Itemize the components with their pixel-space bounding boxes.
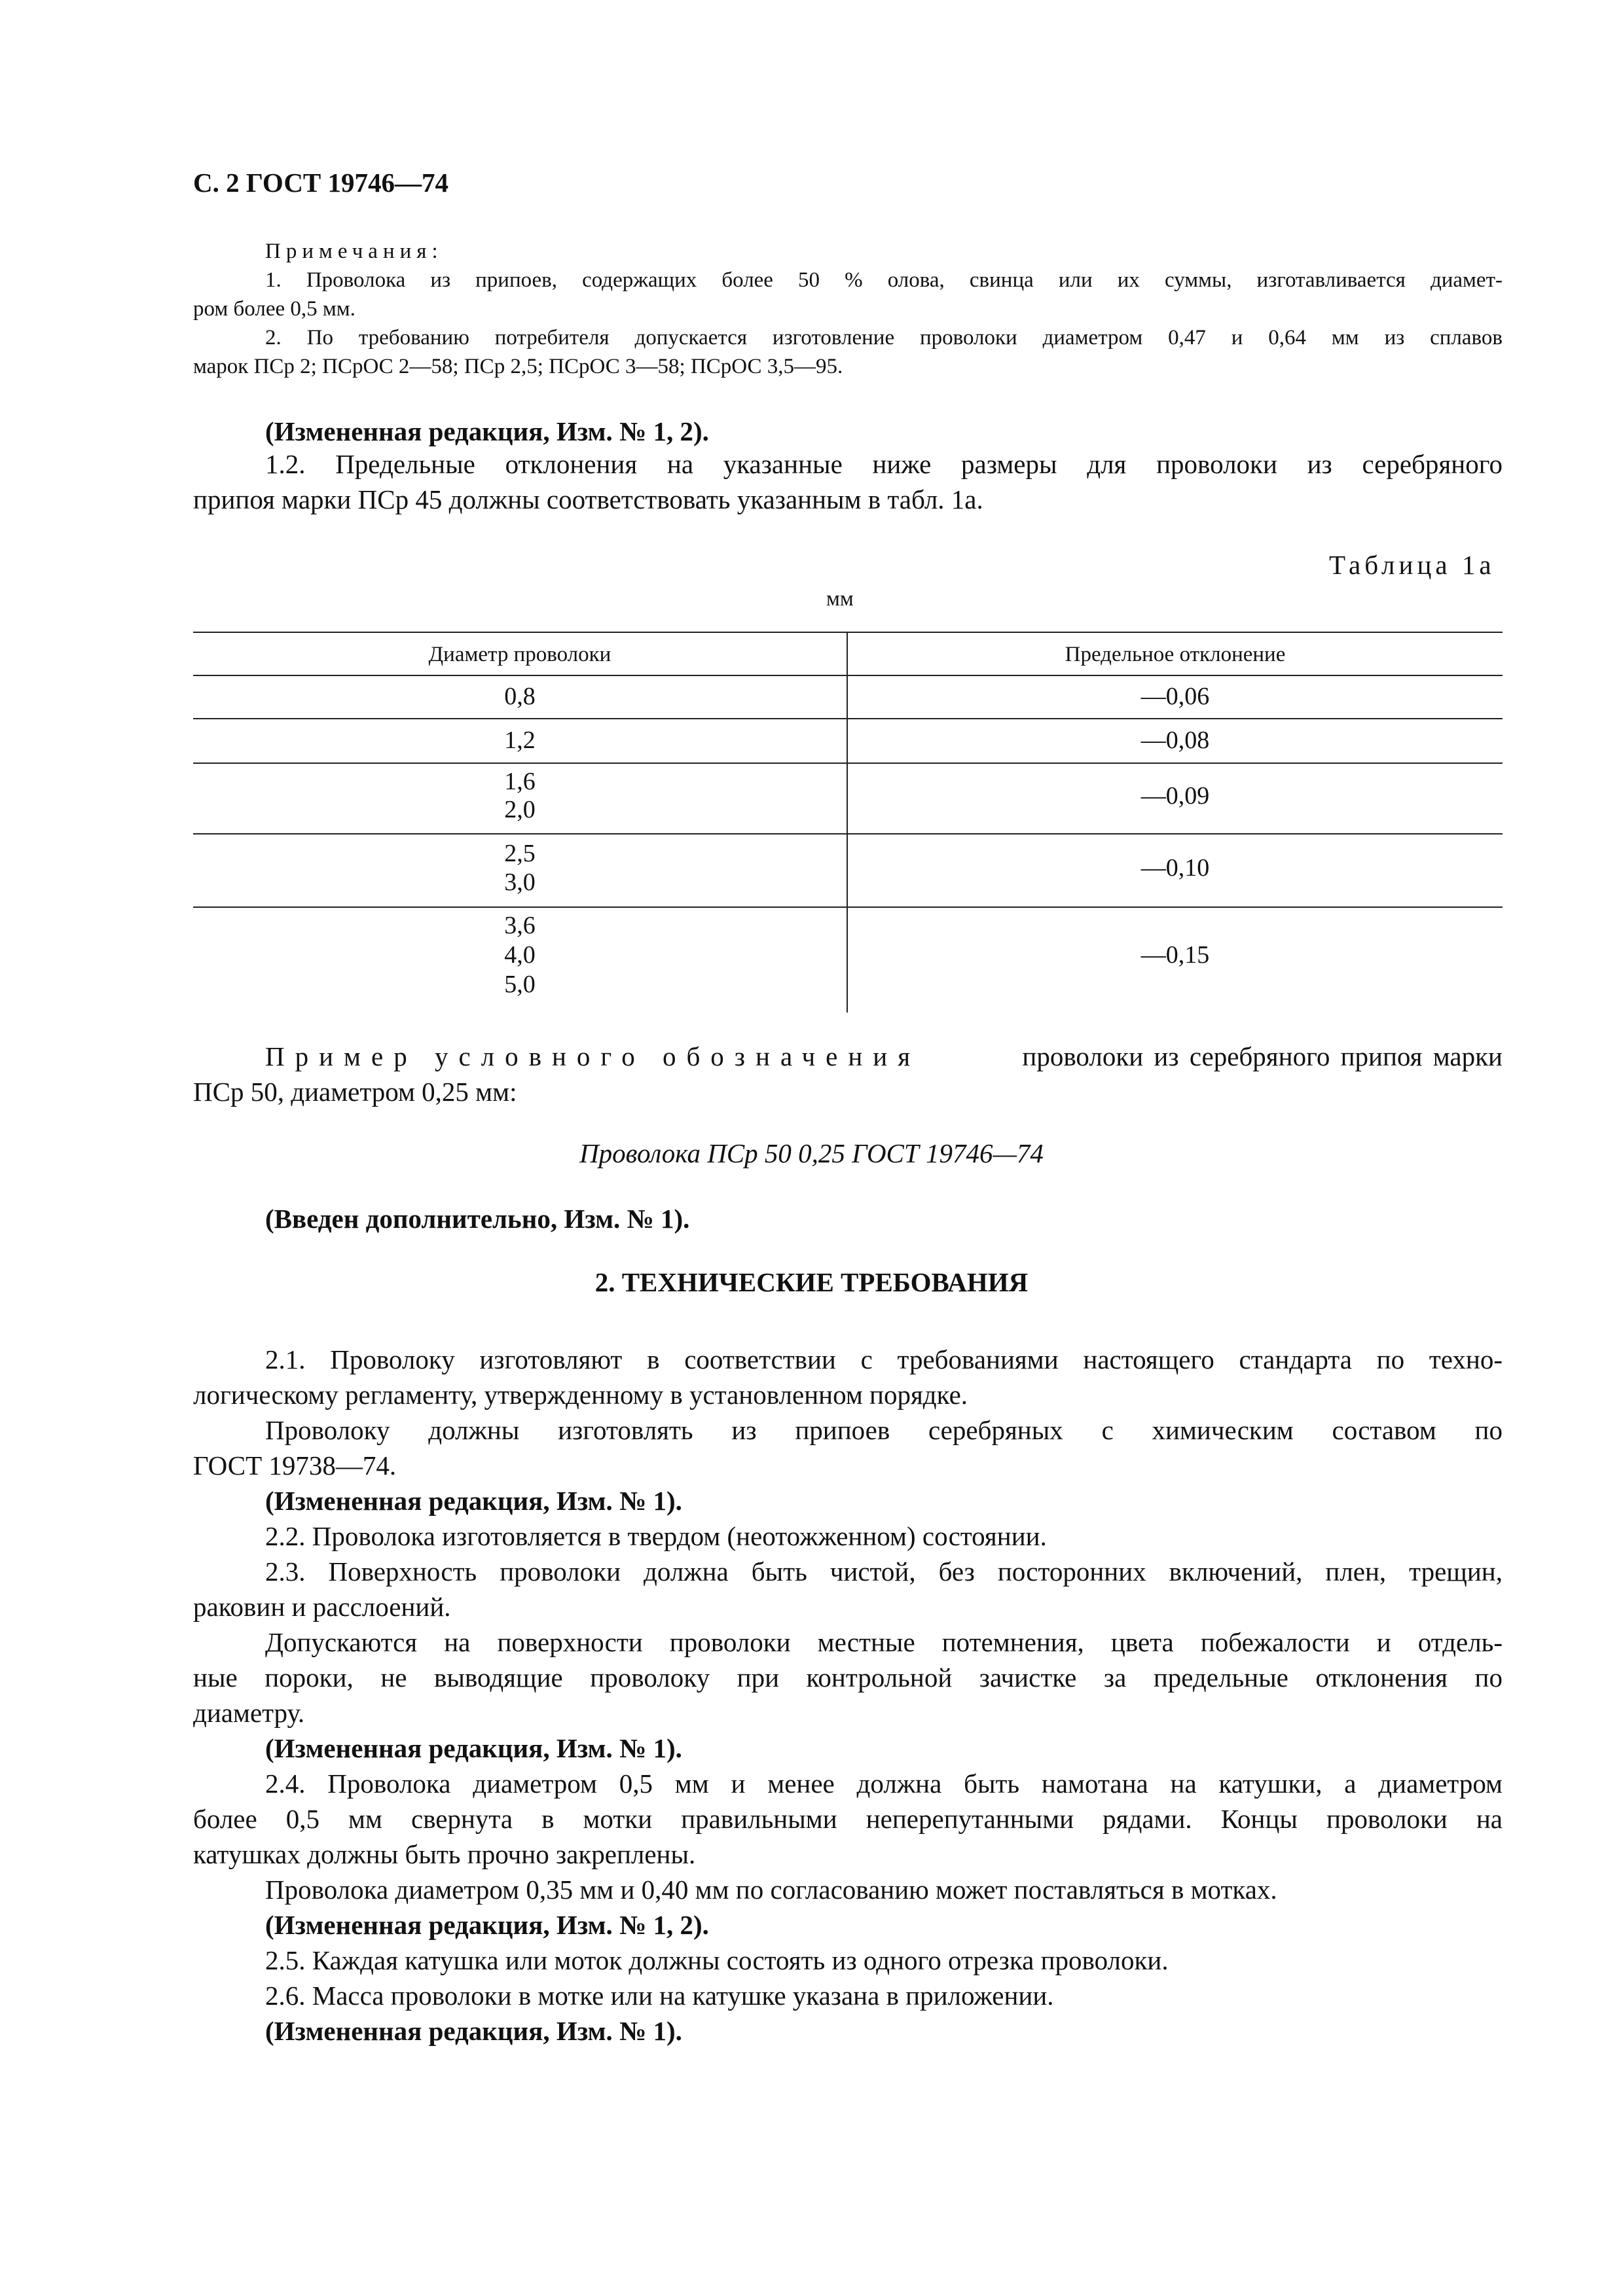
table-header-rule (193, 675, 1503, 676)
table-top-rule (193, 632, 1503, 633)
clause-2-6: 2.6. Масса проволоки в мотке или на катушке указана в приложении. (265, 1981, 1054, 2011)
note-2-line-2: марок ПСр 2; ПСрОС 2—58; ПСр 2,5; ПСрОС 3—58; ПСрОС 3,5—95. (193, 355, 843, 378)
page-header: С. 2 ГОСТ 19746—74 (193, 168, 449, 198)
table-row-rule (193, 833, 1503, 834)
note-2-line-1: 2. По требованию потребителя допускается изготовление проволоки диаметром 0,47 и 0,64 мм из сплавов (265, 326, 1503, 350)
table-cell-diameter: 2,5 (504, 840, 536, 867)
clause-2-4b: Проволока диаметром 0,35 мм и 0,40 мм по согласованию может поставляться в мотках. (265, 1874, 1277, 1905)
table-cell-diameter: 1,2 (504, 726, 536, 754)
example-line-2: ПСр 50, диаметром 0,25 мм: (193, 1077, 517, 1107)
amendment-note: (Измененная редакция, Изм. № 1). (265, 1733, 682, 1763)
table-cell-deviation: —0,15 (1140, 941, 1210, 969)
clause-2-4-line-3: катушках должны быть прочно закреплены. (193, 1839, 696, 1869)
clause-2-3b-line-2: ные пороки, не выводящие проволоку при контрольной зачистке за предельные отклонения по (193, 1662, 1503, 1693)
table-cell-diameter: 1,6 (504, 768, 536, 795)
table-row-rule (193, 762, 1503, 764)
clause-1-2-line-2: припоя марки ПСр 45 должны соответствовать указанным в табл. 1а. (193, 484, 983, 514)
note-1-line-1: 1. Проволока из припоев, содержащих более 50 % олова, свинца или их суммы, изготавливается диамет- (265, 268, 1503, 292)
table-unit: мм (826, 587, 854, 611)
clause-2-1b-line-1: Проволоку должны изготовлять из припоев серебряных с химическим составом по (265, 1415, 1503, 1445)
amendment-note: (Измененная редакция, Изм. № 1, 2). (265, 1910, 709, 1940)
table-cell-diameter: 2,0 (504, 796, 536, 823)
example-designation: Проволока ПСр 50 0,25 ГОСТ 19746—74 (579, 1138, 1044, 1168)
note-1-line-2: ром более 0,5 мм. (193, 297, 356, 321)
table-cell-diameter: 4,0 (504, 941, 536, 969)
clause-2-3b-line-1: Допускаются на поверхности проволоки местные потемнения, цвета побежалости и отдель- (265, 1627, 1503, 1657)
table-cell-diameter: 3,6 (504, 912, 536, 939)
clause-2-3b-line-3: диаметру. (193, 1698, 305, 1728)
table-row-rule (193, 718, 1503, 719)
column-header-deviation: Предельное отклонение (1065, 643, 1286, 666)
amendment-note: (Введен дополнительно, Изм. № 1). (265, 1204, 690, 1234)
amendment-note: (Измененная редакция, Изм. № 1). (265, 1486, 682, 1516)
clause-2-5: 2.5. Каждая катушка или моток должны состоять из одного отрезка проволоки. (265, 1945, 1169, 1975)
table-cell-diameter: 0,8 (504, 683, 536, 710)
amendment-note: (Измененная редакция, Изм. № 1). (265, 2016, 682, 2046)
clause-2-3-line-1: 2.3. Поверхность проволоки должна быть чистой, без посторонних включений, плен, трещин, (265, 1556, 1503, 1587)
table-cell-diameter: 5,0 (504, 971, 536, 998)
clause-2-4-line-2: более 0,5 мм свернута в мотки правильными неперепутанными рядами. Концы проволоки на (193, 1804, 1503, 1834)
table-row-rule (193, 906, 1503, 908)
clause-2-1-line-1: 2.1. Проволоку изготовляют в соответствии с требованиями настоящего стандарта по техно- (265, 1344, 1503, 1374)
clause-2-3-line-2: раковин и расслоений. (193, 1592, 451, 1622)
table-caption: Таблица 1а (1329, 550, 1495, 580)
table-cell-deviation: —0,08 (1140, 726, 1210, 754)
column-header-diameter: Диаметр проволоки (428, 643, 611, 666)
table-cell-deviation: —0,10 (1140, 854, 1210, 882)
clause-2-1b-line-2: ГОСТ 19738—74. (193, 1450, 397, 1480)
amendment-note: (Измененная редакция, Изм. № 1, 2). (265, 416, 709, 446)
table-cell-deviation: —0,06 (1140, 683, 1210, 710)
table-cell-deviation: —0,09 (1140, 782, 1210, 810)
example-line-1 (265, 1039, 1503, 1074)
clause-2-4-line-1: 2.4. Проволока диаметром 0,5 мм и менее должна быть намотана на катушки, а диаметром (265, 1768, 1503, 1799)
clause-2-2: 2.2. Проволока изготовляется в твердом (неотожженном) состоянии. (265, 1521, 1047, 1551)
clause-1-2-line-1: 1.2. Предельные отклонения на указанные ниже размеры для проволоки из серебряного (265, 449, 1503, 479)
clause-2-1-line-2: логическому регламенту, утвержденному в установленном порядке. (193, 1380, 968, 1410)
section-title: 2. ТЕХНИЧЕСКИЕ ТРЕБОВАНИЯ (594, 1267, 1029, 1297)
example-text: проволоки из серебряного припоя марки (1022, 1041, 1503, 1071)
example-label: Пример условного обозначения (265, 1041, 921, 1071)
notes-title: Примечания: (265, 240, 443, 263)
table-cell-diameter: 3,0 (504, 869, 536, 896)
